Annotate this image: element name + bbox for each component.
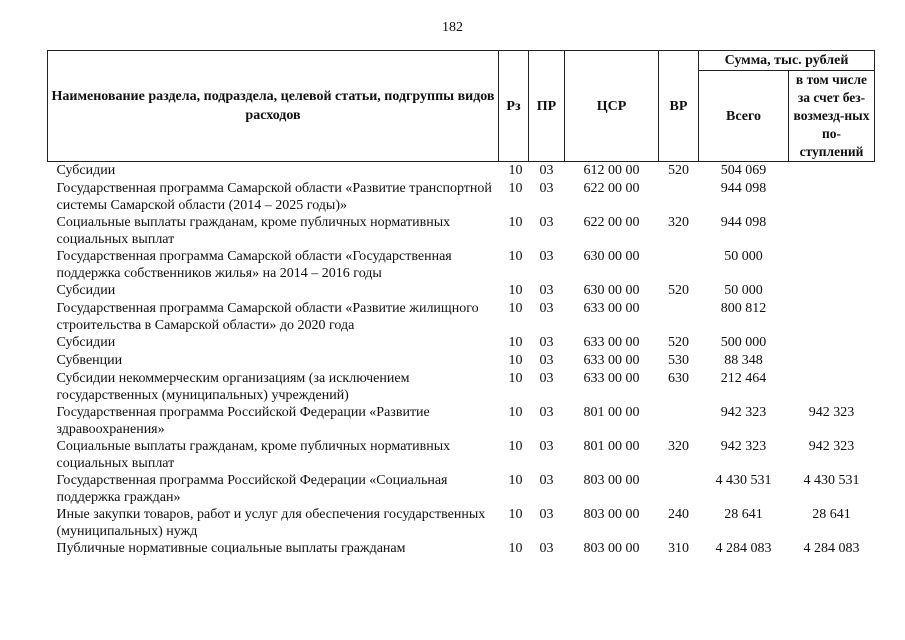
row-free xyxy=(789,248,875,282)
row-vr: 310 xyxy=(668,540,689,556)
table-row xyxy=(48,248,875,282)
row-total: 4 284 083 xyxy=(715,540,772,556)
row-rz: 10 xyxy=(508,352,523,368)
row-rz: 10 xyxy=(508,214,523,230)
row-csr: 633 00 00 xyxy=(583,334,640,350)
row-pr: 03 xyxy=(539,352,554,368)
row-pr: 03 xyxy=(539,404,554,420)
header-name: Наименование раздела, подраздела, целевой статьи, подгруппы видов расходов xyxy=(48,51,499,162)
header-csr: ЦСР xyxy=(565,51,659,162)
table-row xyxy=(48,180,875,214)
row-free: 942 323 xyxy=(808,438,855,454)
row-vr: 520 xyxy=(668,163,689,178)
row-pr: 03 xyxy=(539,214,554,230)
row-name: Социальные выплаты гражданам, кроме публичных нормативных социальных выплат xyxy=(56,438,451,471)
row-free: 942 323 xyxy=(808,404,855,420)
row-csr: 803 00 00 xyxy=(583,540,640,556)
row-total: 944 098 xyxy=(720,180,767,196)
row-name: Государственная программа Самарской области «Государственная поддержка собственников жилья» на 2014 – 2016 годы xyxy=(56,248,452,281)
table-body xyxy=(48,162,875,558)
row-vr: 320 xyxy=(668,214,689,230)
row-total: 28 641 xyxy=(724,506,763,522)
row-pr: 03 xyxy=(539,506,554,522)
row-vr xyxy=(659,300,699,334)
row-vr: 630 xyxy=(668,370,689,386)
row-free xyxy=(789,300,875,334)
row-vr xyxy=(659,180,699,214)
row-free xyxy=(789,180,875,214)
row-rz: 10 xyxy=(508,163,523,178)
row-total: 212 464 xyxy=(720,370,767,386)
row-name: Субсидии некоммерческим организациям (за исключением государственных (муниципальных) учреждений) xyxy=(56,370,410,403)
row-rz: 10 xyxy=(508,506,523,522)
row-total: 500 000 xyxy=(720,334,767,350)
header-free: в том числе за счет без-возмезд-ных по-ступлений xyxy=(789,71,875,162)
row-pr: 03 xyxy=(539,300,554,316)
row-rz: 10 xyxy=(508,540,523,556)
table-row xyxy=(48,438,875,472)
row-vr xyxy=(659,472,699,506)
row-vr xyxy=(659,404,699,438)
row-csr: 801 00 00 xyxy=(583,404,640,420)
page-number: 182 xyxy=(442,20,463,35)
row-total: 4 430 531 xyxy=(715,472,772,488)
row-pr: 03 xyxy=(539,438,554,454)
row-free: 4 430 531 xyxy=(803,472,860,488)
table-row xyxy=(48,282,875,300)
row-total: 504 069 xyxy=(720,163,767,178)
row-free xyxy=(789,334,875,352)
row-pr: 03 xyxy=(539,334,554,350)
row-name: Субсидии xyxy=(56,334,116,350)
row-rz: 10 xyxy=(508,438,523,454)
row-csr: 622 00 00 xyxy=(583,180,640,196)
row-csr: 630 00 00 xyxy=(583,248,640,264)
table-row xyxy=(48,506,875,540)
row-total: 50 000 xyxy=(724,282,763,298)
row-name: Социальные выплаты гражданам, кроме публичных нормативных социальных выплат xyxy=(56,214,451,247)
table-row xyxy=(48,352,875,370)
row-vr xyxy=(659,248,699,282)
table-row xyxy=(48,370,875,404)
row-vr: 520 xyxy=(668,282,689,298)
row-vr: 530 xyxy=(668,352,689,368)
row-name: Субвенции xyxy=(56,352,123,368)
row-free: 28 641 xyxy=(812,506,851,522)
header-vr: ВР xyxy=(659,51,699,162)
row-free xyxy=(789,282,875,300)
row-free xyxy=(789,370,875,404)
row-rz: 10 xyxy=(508,248,523,264)
row-name: Государственная программа Российской Федерации «Социальная поддержка граждан» xyxy=(56,472,448,505)
row-pr: 03 xyxy=(539,163,554,178)
table-row xyxy=(48,300,875,334)
row-name: Государственная программа Самарской области «Развитие жилищного строительства в Самарской области» до 2020 года xyxy=(56,300,479,333)
row-pr: 03 xyxy=(539,248,554,264)
row-vr: 240 xyxy=(668,506,689,522)
table-header xyxy=(48,51,875,162)
row-csr: 630 00 00 xyxy=(583,282,640,298)
row-name: Публичные нормативные социальные выплаты гражданам xyxy=(56,540,406,556)
header-sum-group: Сумма, тыс. рублей xyxy=(699,51,875,71)
row-rz: 10 xyxy=(508,180,523,196)
row-name: Субсидии xyxy=(56,163,116,178)
row-pr: 03 xyxy=(539,370,554,386)
table-row xyxy=(48,162,875,180)
table-row xyxy=(48,540,875,558)
header-rz: Рз xyxy=(499,51,529,162)
row-rz: 10 xyxy=(508,370,523,386)
row-name: Государственная программа Российской Федерации «Развитие здравоохранения» xyxy=(56,404,430,437)
budget-table xyxy=(47,50,875,558)
row-rz: 10 xyxy=(508,282,523,298)
row-vr: 520 xyxy=(668,334,689,350)
row-rz: 10 xyxy=(508,300,523,316)
row-total: 88 348 xyxy=(724,352,763,368)
table-row xyxy=(48,404,875,438)
row-free xyxy=(789,214,875,248)
table-row xyxy=(48,472,875,506)
row-csr: 622 00 00 xyxy=(583,214,640,230)
row-total: 942 323 xyxy=(720,404,767,420)
row-csr: 612 00 00 xyxy=(583,163,640,178)
row-csr: 801 00 00 xyxy=(583,438,640,454)
row-total: 50 000 xyxy=(724,248,763,264)
row-pr: 03 xyxy=(539,540,554,556)
row-pr: 03 xyxy=(539,282,554,298)
row-total: 942 323 xyxy=(720,438,767,454)
table-row xyxy=(48,214,875,248)
row-free: 4 284 083 xyxy=(803,540,860,556)
table-row xyxy=(48,334,875,352)
row-pr: 03 xyxy=(539,180,554,196)
header-total: Всего xyxy=(699,71,789,162)
row-csr: 633 00 00 xyxy=(583,370,640,386)
row-name: Иные закупки товаров, работ и услуг для обеспечения государственных (муниципальных) нужд xyxy=(56,506,486,539)
row-csr: 803 00 00 xyxy=(583,506,640,522)
row-rz: 10 xyxy=(508,404,523,420)
row-name: Субсидии xyxy=(56,282,116,298)
row-csr: 633 00 00 xyxy=(583,300,640,316)
row-csr: 633 00 00 xyxy=(583,352,640,368)
row-free xyxy=(789,162,875,180)
row-rz: 10 xyxy=(508,472,523,488)
row-pr: 03 xyxy=(539,472,554,488)
row-rz: 10 xyxy=(508,334,523,350)
row-vr: 320 xyxy=(668,438,689,454)
row-csr: 803 00 00 xyxy=(583,472,640,488)
header-pr: ПР xyxy=(529,51,565,162)
row-name: Государственная программа Самарской области «Развитие транспортной системы Самарской области (2014 – 2025 годы)» xyxy=(56,180,492,213)
row-free xyxy=(789,352,875,370)
row-total: 800 812 xyxy=(720,300,767,316)
row-total: 944 098 xyxy=(720,214,767,230)
